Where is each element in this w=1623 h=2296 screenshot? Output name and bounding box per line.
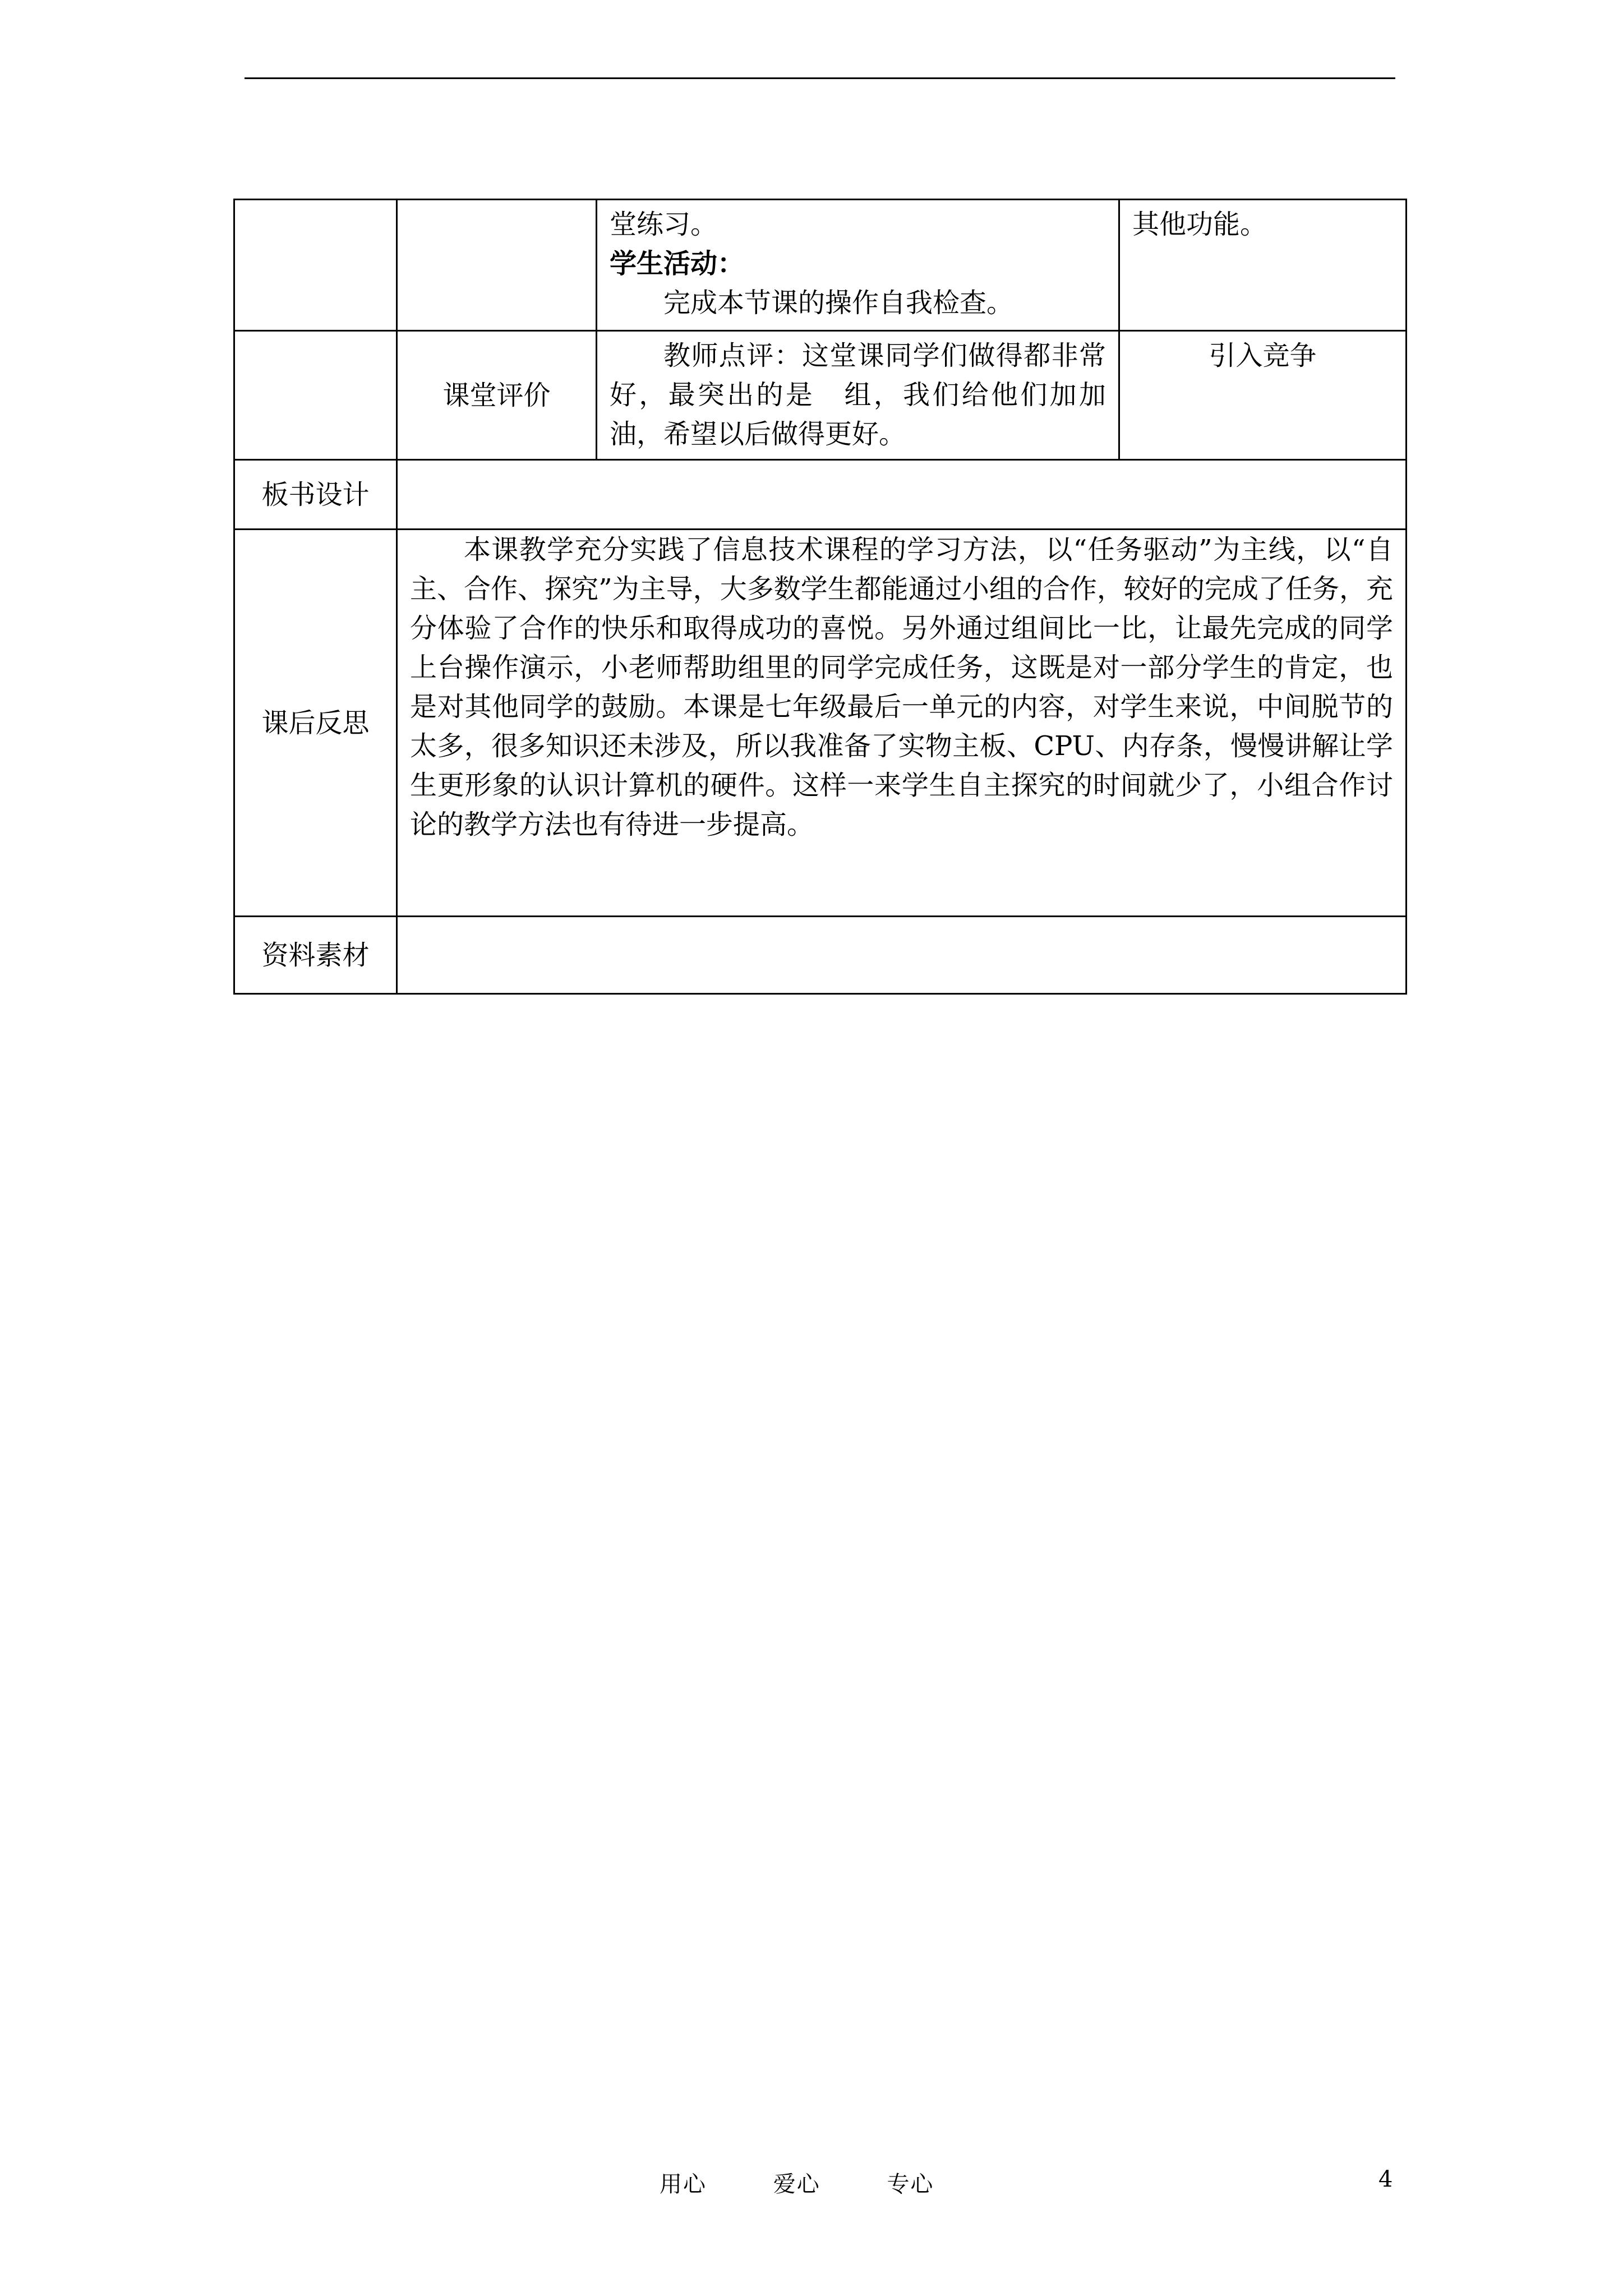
- intent-cell: [1119, 331, 1407, 460]
- section-label: 板书设计: [234, 460, 397, 530]
- table-row: [234, 331, 1407, 460]
- reflection-cell: [397, 530, 1407, 917]
- activity-line: 堂练习。: [610, 209, 718, 240]
- table-row: [234, 460, 1407, 530]
- lesson-plan-table: [233, 199, 1407, 995]
- stage-label: 课堂评价: [397, 331, 597, 460]
- student-activity-heading: 学生活动：: [610, 248, 745, 279]
- empty-label-cell: [234, 200, 397, 331]
- table-row: [234, 200, 1407, 331]
- empty-label-cell: [234, 331, 397, 460]
- evaluation-text: 教师点评：这堂课同学们做得都非常好，最突出的是 组，我们给他们加加油，希望以后做得更好。: [610, 340, 1106, 450]
- intent-text: 其他功能。: [1132, 209, 1267, 240]
- activity-line: 完成本节课的操作自我检查。: [663, 287, 1014, 319]
- motto-word: 爱心: [773, 2171, 820, 2197]
- page-number: 4: [1378, 2166, 1393, 2192]
- header-rule: [245, 77, 1395, 79]
- materials-content: [397, 917, 1407, 994]
- footer-motto: [660, 2166, 934, 2198]
- motto-word: 专心: [887, 2171, 934, 2197]
- intent-text: 引入竞争: [1209, 340, 1317, 371]
- motto-word: 用心: [660, 2171, 707, 2197]
- board-design-content: [397, 460, 1407, 530]
- activity-cell: [597, 200, 1119, 331]
- table-row: [234, 530, 1407, 917]
- empty-stage-cell: [397, 200, 597, 331]
- evaluation-cell: [597, 331, 1119, 460]
- section-label: 课后反思: [234, 530, 397, 917]
- table-row: [234, 917, 1407, 994]
- intent-cell: [1119, 200, 1407, 331]
- reflection-text: 本课教学充分实践了信息技术课程的学习方法，以“任务驱动”为主线，以“自主、合作、探究”为主导，大多数学生都能通过小组的合作，较好的完成了任务，充分体验了合作的快乐和取得成功的喜悦。另外通过组间比一比，让最先完成的同学上台操作演示，小老师帮助组里的同学完成任务，这既是对一部分学生的肯定，也是对其他同学的鼓励。本课是七年级最后一单元的内容，对学生来说，中间脱节的太多，很多知识还未涉及，所以我准备了实物主板、CPU、内存条，慢慢讲解让学生更形象的认识计算机的硬件。这样一来学生自主探究的时间就少了，小组合作讨论的教学方法也有待进一步提高。: [410, 534, 1393, 840]
- section-label: 资料素材: [234, 917, 397, 994]
